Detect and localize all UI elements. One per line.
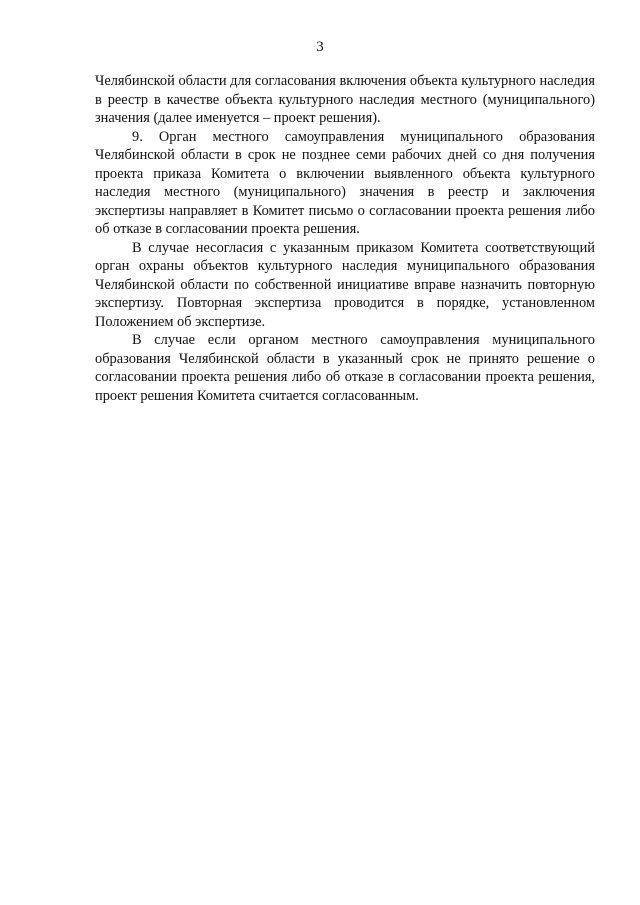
page-number: 3 xyxy=(316,39,324,55)
paragraph-continuation: Челябинской области для согласования включения объекта культурного наследия в реестр в качестве объекта культурного наследия местного (муниципального) значения (далее именуется – проект решения). xyxy=(95,73,595,126)
document-body xyxy=(95,72,595,405)
paragraph-item-9: 9. Орган местного самоуправления муниципального образования Челябинской области в срок не позднее семи рабочих дней со дня получения проекта приказа Комитета о включении выявленного объекта культурного наследия местного (муниципального) значения в реестр и заключения экспертизы направляет в Комитет письмо о согласовании проекта решения либо об отказе в согласовании проекта решения. xyxy=(95,128,595,237)
paragraph-disagreement: В случае несогласия с указанным приказом Комитета соответствующий орган охраны объектов культурного наследия муниципального образования Челябинской области по собственной инициативе вправе назначить повторную экспертизу. Повторная экспертиза проводится в порядке, установленном Положением об экспертизе. xyxy=(95,239,595,330)
paragraph-deemed-agreed: В случае если органом местного самоуправления муниципального образования Челябинской области в указанный срок не принято решение о согласовании проекта решения либо об отказе в согласовании проекта решения, проект решения Комитета считается согласованным. xyxy=(95,332,595,404)
